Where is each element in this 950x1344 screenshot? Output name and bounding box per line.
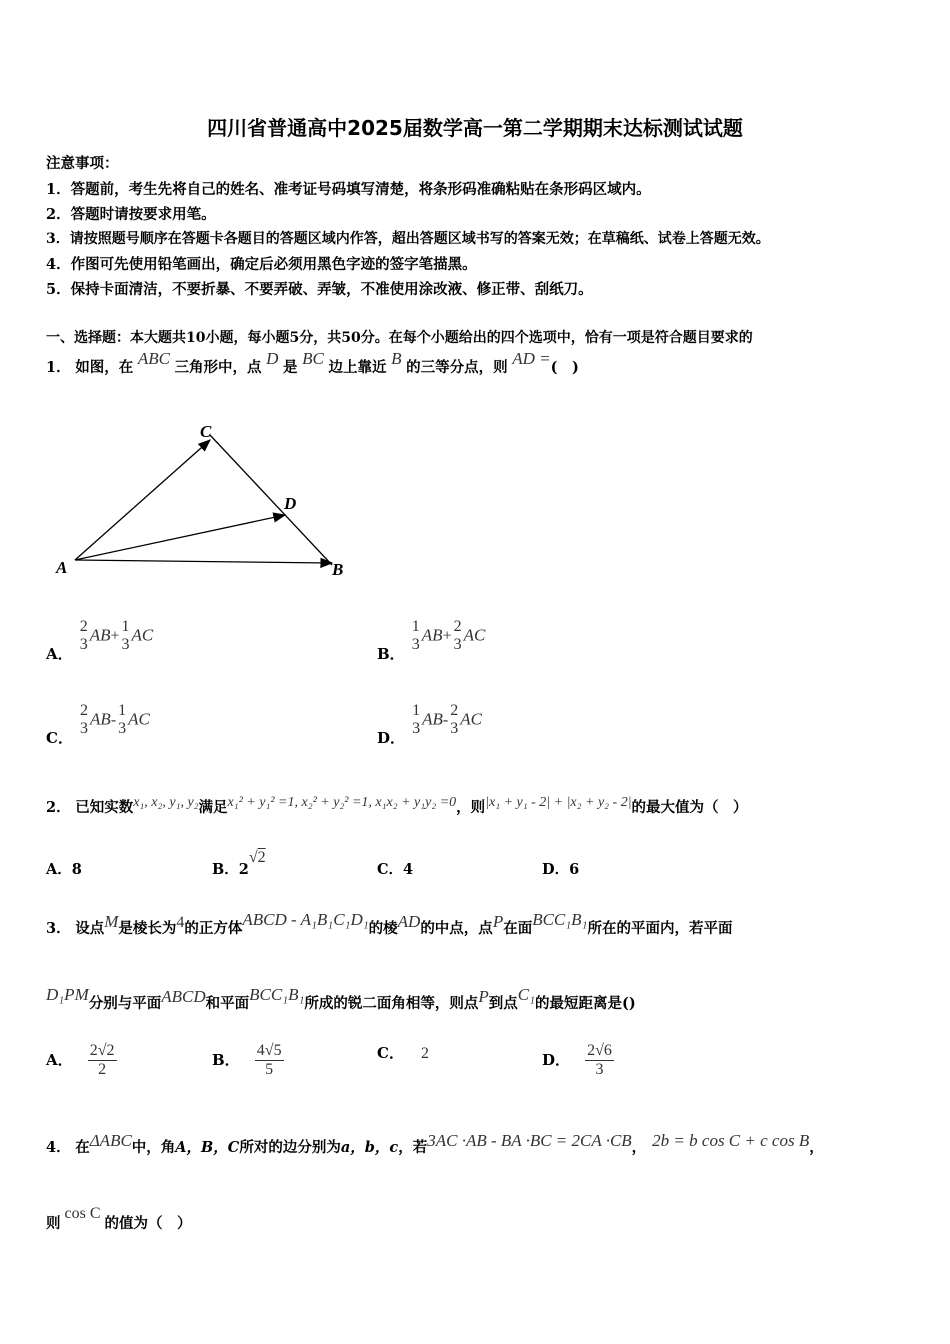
question-1: 1． 如图，在 ABC 三角形中，点 D 是 BC 边上靠近 B 的三等分点，则 AD =( )	[46, 349, 579, 376]
option-c[interactable]: C． 2 3 AB- 1 3 AC	[46, 702, 150, 747]
question-number: 4．	[46, 1139, 71, 1156]
note-item: 1．答题前，考生先将自己的姓名、准考证号码填写清楚，将条形码准确粘贴在条形码区域内。	[46, 181, 651, 198]
note-item: 2．答题时请按要求用笔。	[46, 206, 216, 223]
question-3-cont: D₁PM分别与平面ABCD和平面BCC₁B₁所成的锐二面角相等，则点P到点C₁的最短距离是()	[46, 985, 636, 1012]
question-2: 2． 已知实数x₁, x₂, y₁, y₂满足x₁² + y₁² =1, x₂² + y₂² =1, x₁x₂ + y₁y₂ =0，则|x₁ + y₁ - 2| + |x₂ + y₂ - 2|的最大值为（ ）	[46, 795, 748, 816]
option-b[interactable]: B． $\frac{4√5}{5}$	[212, 1042, 282, 1078]
question-4: 4． 在ΔABC中，角A，B，C所对的边分别为a，b，c，若3AC ·AB - BA ·BC = 2CA ·CB， 2b = b cos C + c cos B，	[46, 1131, 824, 1156]
option-c[interactable]: C．4	[377, 861, 414, 878]
point-label-d: D	[284, 494, 297, 513]
vertex-label-b: B	[332, 560, 344, 579]
vector-ab	[75, 560, 332, 563]
option-a[interactable]: A． 2 3 AB+ 1 3 AC	[46, 618, 154, 663]
option-d[interactable]: D． 1 3 AB- 2 3 AC	[377, 702, 482, 747]
vector-ad	[75, 515, 285, 560]
segment-cb	[210, 435, 332, 565]
page-title: 四川省普通高中2025届数学高一第二学期期末达标测试试题	[207, 116, 743, 140]
question-number: 3．	[46, 920, 71, 937]
option-d[interactable]: D． $\frac{2√6}{3}$	[542, 1042, 612, 1078]
question-4-cont: 则cos C的值为（ ）	[46, 1205, 192, 1232]
option-c[interactable]: C． 2	[377, 1044, 430, 1062]
question-number: 1．	[46, 359, 71, 376]
note-item: 3．请按照题号顺序在答题卡各题目的答题区域内作答，超出答题区域书写的答案无效；在草稿纸、试卷上答题无效。	[46, 231, 770, 247]
triangle-figure	[50, 415, 360, 585]
section-heading: 一、选择题：本大题共10小题，每小题5分，共50分。在每个小题给出的四个选项中，恰有一项是符合题目要求的	[46, 330, 753, 346]
option-d[interactable]: D．6	[542, 861, 580, 878]
question-number: 2．	[46, 799, 71, 816]
notes-heading: 注意事项：	[46, 155, 119, 172]
vector-ac	[75, 440, 210, 560]
question-3: 3． 设点M是棱长为4的正方体ABCD - A₁B₁C₁D₁的棱AD的中点，点P在面BCC₁B₁所在的平面内，若平面	[46, 910, 733, 937]
option-b[interactable]: B．2√2	[212, 849, 266, 878]
vertex-label-c: C	[200, 422, 212, 441]
note-item: 4．作图可先使用铅笔画出，确定后必须用黑色字迹的签字笔描黑。	[46, 256, 477, 273]
option-a[interactable]: A．8	[46, 861, 82, 878]
option-b[interactable]: B． 1 3 AB+ 2 3 AC	[377, 618, 486, 663]
option-a[interactable]: A． $\frac{2√2}{2}$	[46, 1042, 115, 1078]
note-item: 5．保持卡面清洁，不要折暴、不要弄破、弄皱，不准使用涂改液、修正带、刮纸刀。	[46, 281, 593, 298]
vertex-label-a: A	[56, 558, 68, 577]
